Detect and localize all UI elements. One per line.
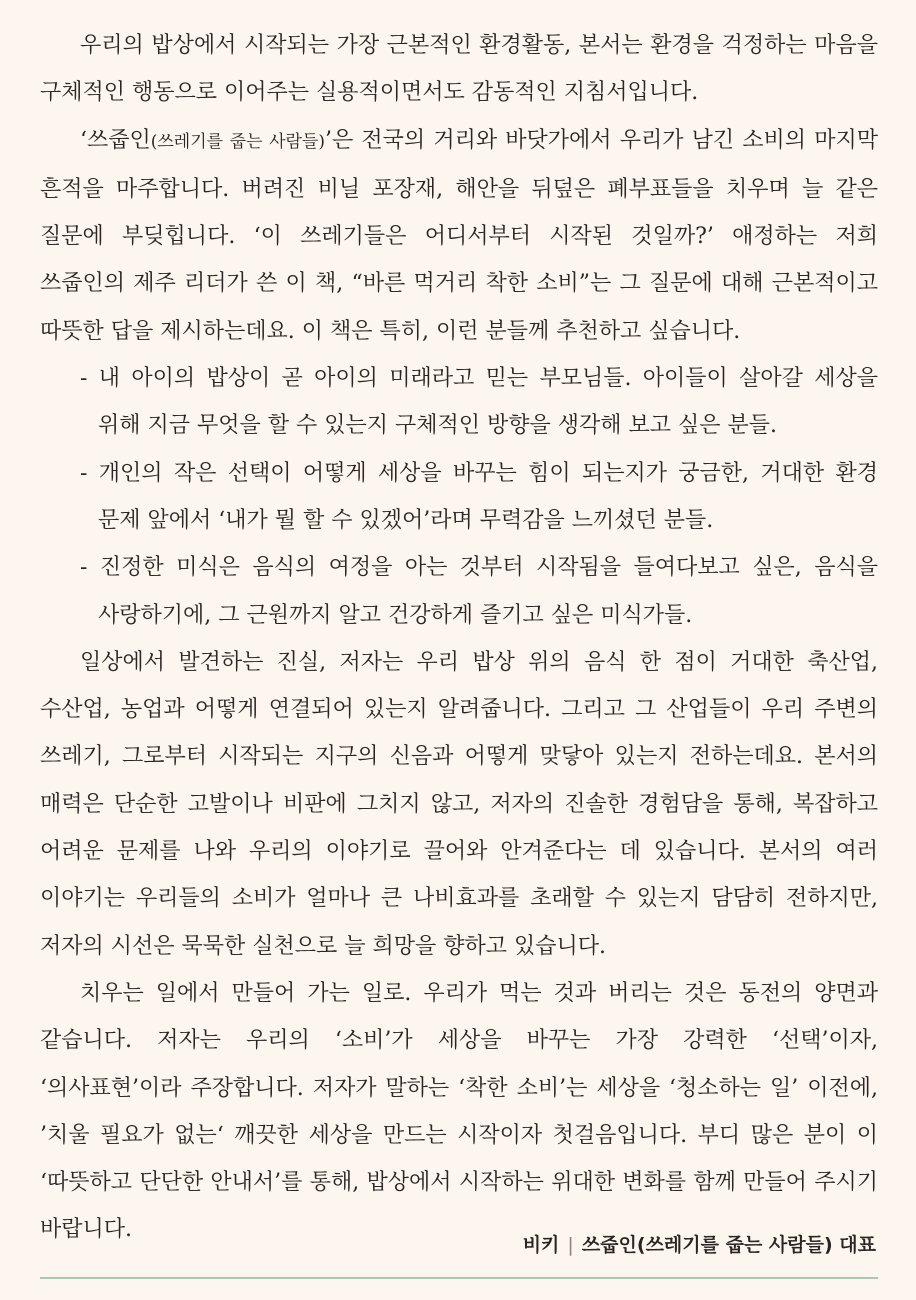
paragraph-sseujupin-paren: (쓰레기를 줍는 사람들)	[150, 131, 325, 152]
paragraph-sseujupin-rest: ’은 전국의 거리와 바닷가에서 우리가 남긴 소비의 마지막 흔적을 마주합니다. 버려진 비닐 포장재, 해안을 뒤덮은 폐부표들을 치우며 늘 같은 질문에 부딪힙니다. ‘이 쓰레기들은 어디서부터 시작된 것일까?’ 애정하는 저희 쓰줍인의 제주 리더가 쓴 이 책, “바른 먹거리 착한 소비”는 그 질문에 대해 근본적이고 따뜻한 답을 제시하는데요. 이 책은 특히, 이런 분들께 추천하고 싶습니다.	[40, 127, 878, 344]
paragraph-daily-truth: 일상에서 발견하는 진실, 저자는 우리 밥상 위의 음식 한 점이 거대한 축산업, 수산업, 농업과 어떻게 연결되어 있는지 알려줍니다. 그리고 그 산업들이 우리 주변의 쓰레기, 그로부터 시작되는 지구의 신음과 어떻게 맞닿아 있는지 전하는데요. 본서의 매력은 단순한 고발이나 비판에 그치지 않고, 저자의 진솔한 경험담을 통해, 복잡하고 어려운 문제를 나와 우리의 이야기로 끌어와 안겨준다는 데 있습니다. 본서의 여러 이야기는 우리들의 소비가 얼마나 큰 나비효과를 초래할 수 있는지 담담히 전하지만, 저자의 시선은 묵묵한 실천으로 늘 희망을 향하고 있습니다.	[40, 649, 878, 959]
bottom-divider	[40, 1277, 878, 1279]
paragraph-sseujupin	[40, 117, 878, 355]
recommendation-text	[40, 22, 878, 1254]
list-item: - 내 아이의 밥상이 곧 아이의 미래라고 믿는 부모님들. 아이들이 살아갈 세상을 위해 지금 무엇을 할 수 있는지 구체적인 방향을 생각해 보고 싶은 분들.	[80, 366, 878, 439]
recommended-readers-list	[40, 355, 878, 639]
signature-name: 비키	[522, 1234, 560, 1256]
paragraph-sseujupin-open: ‘쓰줍인	[80, 127, 151, 153]
author-signature	[523, 1230, 876, 1257]
list-item: - 진정한 미식은 음식의 여정을 아는 것부터 시작됨을 들여다보고 싶은, 음식을 사랑하기에, 그 근원까지 알고 건강하게 즐기고 싶은 미식가들.	[80, 555, 878, 628]
list-item: - 개인의 작은 선택이 어떻게 세상을 바꾸는 힘이 되는지가 궁금한, 거대한 환경 문제 앞에서 ‘내가 뭘 할 수 있겠어’라며 무력감을 느끼셨던 분들.	[80, 460, 878, 533]
signature-role: 쓰줍인(쓰레기를 줍는 사람들) 대표	[581, 1234, 876, 1256]
paragraph-from-cleaning: 치우는 일에서 만들어 가는 일로. 우리가 먹는 것과 버리는 것은 동전의 양면과 같습니다. 저자는 우리의 ‘소비’가 세상을 바꾸는 가장 강력한 ‘선택’이자, ‘의사표현’이라 주장합니다. 저자가 말하는 ‘착한 소비’는 세상을 ‘청소하는 일’ 이전에, ’치울 필요가 없는‘ 깨끗한 세상을 만드는 시작이자 첫걸음입니다. 부디 많은 분이 이 ‘따뜻하고 단단한 안내서’를 통해, 밥상에서 시작하는 위대한 변화를 함께 만들어 주시기 바랍니다.	[40, 980, 878, 1243]
signature-separator: |	[567, 1234, 574, 1256]
paragraph-intro: 우리의 밥상에서 시작되는 가장 근본적인 환경활동, 본서는 환경을 걱정하는 마음을 구체적인 행동으로 이어주는 실용적이면서도 감동적인 지침서입니다.	[40, 33, 878, 106]
